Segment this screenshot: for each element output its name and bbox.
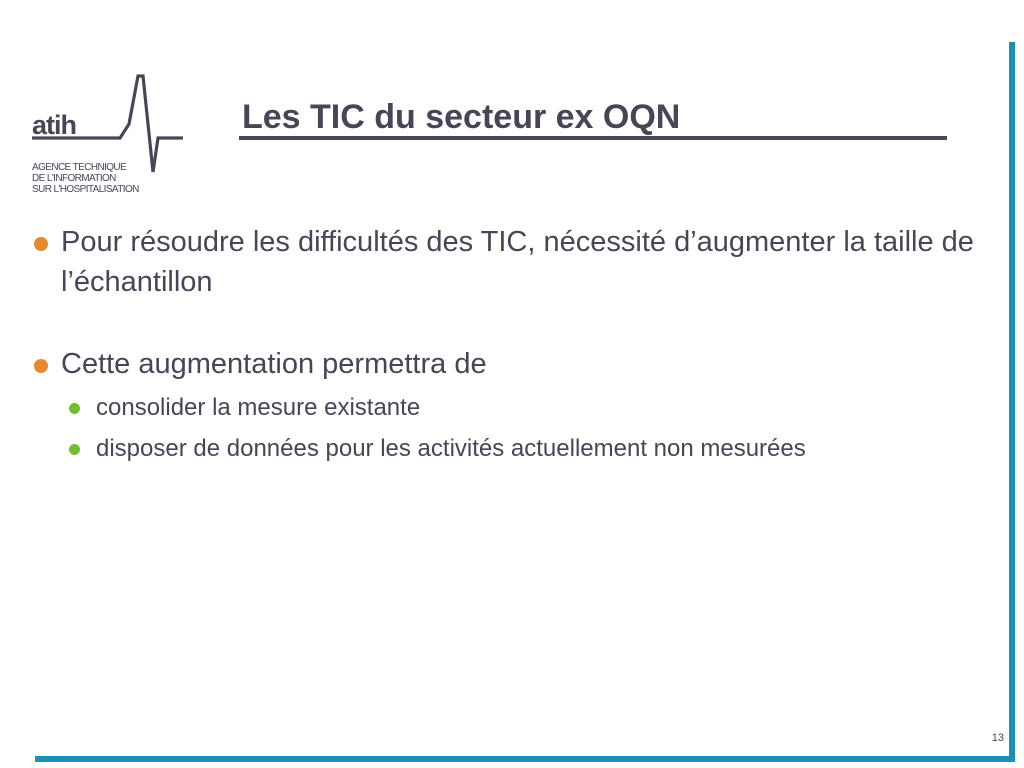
slide-title: Les TIC du secteur ex OQN bbox=[242, 98, 681, 136]
sub-bullet-list bbox=[34, 387, 994, 469]
slide-border-bottom bbox=[35, 756, 1015, 762]
bullet-list bbox=[34, 222, 994, 469]
slide-border-right bbox=[1009, 42, 1015, 762]
logo-tagline-line: DE L'INFORMATION bbox=[32, 173, 116, 184]
page-number: 13 bbox=[991, 732, 1004, 744]
bullet-dot-icon bbox=[34, 237, 48, 251]
sub-bullet-text: consolider la mesure existante bbox=[96, 394, 421, 421]
sub-bullet-text: disposer de données pour les activités actuellement non mesurées bbox=[96, 435, 806, 462]
bullet-item bbox=[34, 222, 994, 302]
sub-bullet-item bbox=[34, 428, 994, 469]
bullet-item bbox=[34, 344, 994, 384]
bullet-text: Pour résoudre les difficultés des TIC, nécessité d’augmenter la taille de l’échantillon bbox=[61, 226, 974, 298]
bullet-dot-icon bbox=[34, 359, 48, 373]
sub-bullet-dot-icon bbox=[69, 403, 80, 414]
title-underline bbox=[239, 136, 947, 140]
logo-wordmark: atih bbox=[32, 110, 77, 140]
atih-logo bbox=[28, 72, 188, 202]
logo-tagline bbox=[32, 162, 139, 195]
sub-bullet-item bbox=[34, 387, 994, 428]
logo-tagline-line: AGENCE TECHNIQUE bbox=[32, 162, 127, 173]
sub-bullet-dot-icon bbox=[69, 444, 80, 455]
logo-tagline-line: SUR L'HOSPITALISATION bbox=[32, 184, 139, 195]
bullet-text: Cette augmentation permettra de bbox=[61, 348, 487, 380]
